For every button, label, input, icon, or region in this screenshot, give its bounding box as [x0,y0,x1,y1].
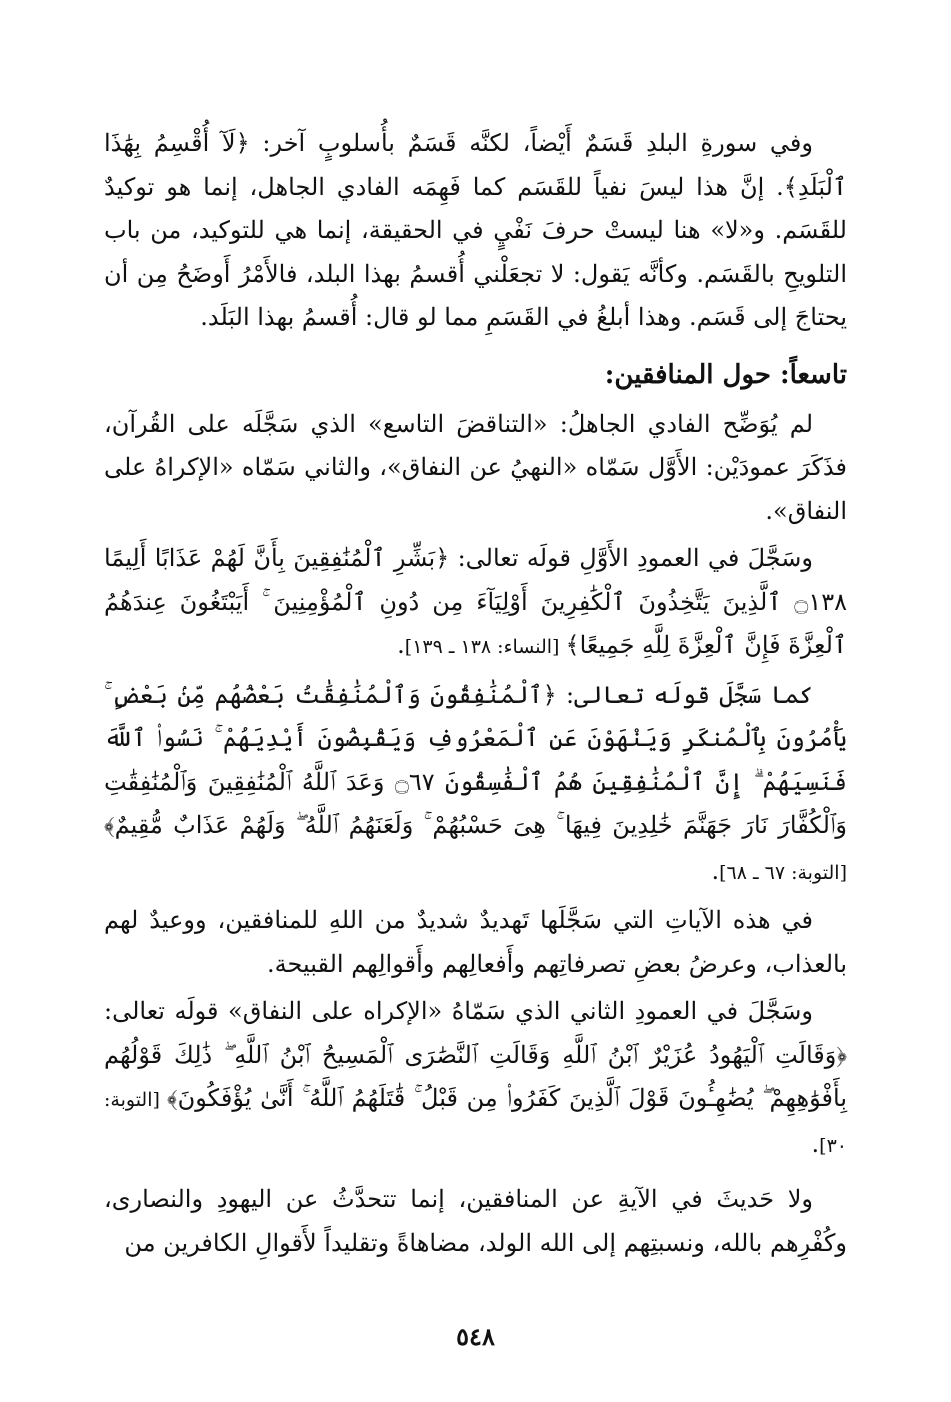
verse-citation: [التوبة: ٦٧ ـ ٦٨] [719,861,847,884]
paragraph-text: . [811,1129,820,1158]
paragraph-4 [104,674,847,896]
paragraph-7 [104,1178,847,1265]
paragraph-text: . [397,631,405,659]
paragraph-text: وسَجَّلَ في العمودِ الأَوَّلِ قولَه تعالى: [449,544,813,572]
paragraph-text: وفي سورةِ البلدِ قَسَمٌ أَيْضاً، لكنَّه قَسَمٌ بأُسلوبٍ آخر: [249,129,813,157]
quran-verse: ﴿ٱلْمُنَٰفِقُونَ وَٱلْمُنَٰفِقَٰتُ بَعْضُهُم مِّنۢ بَعْضٍ ۚ يَأْمُرُونَ بِٱلْمُنكَرِ وَيَنْهَوْنَ عَنِ ٱلْمَعْرُوفِ وَيَقْبِضُونَ أَيْدِيَهُمْ ۚ نَسُوا۟ ٱللَّهَ فَنَسِيَهُمْ ۗ إِنَّ ٱلْمُنَٰفِقِينَ هُمُ ٱلْفَٰسِقُونَ ۝٦٧ وَعَدَ ٱللَّهُ ٱلْمُنَٰفِقِينَ وَٱلْمُنَٰفِقَٰتِ وَٱلْكُفَّارَ نَارَ جَهَنَّمَ خَٰلِدِينَ فِيهَا ۚ هِىَ حَسْبُهُمْ ۚ وَلَعَنَهُمُ ٱللَّهُ ۖ وَلَهُمْ عَذَابٌ مُّقِيمٌ﴾ [104,680,847,839]
quran-verse: ﴿وَقَالَتِ ٱلْيَهُودُ عُزَيْرٌ ٱبْنُ ٱللَّهِ وَقَالَتِ ٱلنَّصَٰرَى ٱلْمَسِيحُ ٱبْنُ ٱللَّهِ ۖ ذَٰلِكَ قَوْلُهُم بِأَفْوَٰهِهِمْ ۖ يُضَٰهِـُٔونَ قَوْلَ ٱلَّذِينَ كَفَرُوا۟ مِن قَبْلُ ۚ قَٰتَلَهُمُ ٱللَّهُ ۚ أَنَّىٰ يُؤْفَكُونَ﴾ [104,1040,847,1112]
verse-citation: [النساء: ١٣٨ ـ ١٣٩] [404,636,566,658]
quran-verse: ﴿لَآ أُقْسِمُ بِهَٰذَا ٱلْبَلَدِ﴾ [104,129,847,201]
section-heading: تاسعاً: حول المنافقين: [604,359,847,390]
page-number: ٥٤٨ [456,1322,495,1351]
quran-verse: ﴿بَشِّرِ ٱلْمُنَٰفِقِينَ بِأَنَّ لَهُمْ عَذَابًا أَلِيمًا ۝١٣٨ ٱلَّذِينَ يَتَّخِذُونَ ٱلْكَٰفِرِينَ أَوْلِيَآءَ مِن دُونِ ٱلْمُؤْمِنِينَ ۚ أَيَبْتَغُونَ عِندَهُمُ ٱلْعِزَّةَ فَإِنَّ ٱلْعِزَّةَ لِلَّهِ جَمِيعًا﴾ [104,544,847,659]
paragraph-text: . إنَّ هذا ليسَ نفياً للقَسَم كما فَهِمَه الفادي الجاهل، إنما هو توكيدٌ للقَسَم. و«لا» هنا ليستْ حرفَ نَفْيٍ في الحقيقة، إنما هي للتوكيد، من باب التلويحِ بالقَسَم. وكأنَّه يَقول: لا تجعَلْني أُقسمُ بهذا البلد، فالأَمْرُ أَوضَحُ مِن أن يحتاجَ إلى قَسَم. وهذا أبلغُ في القَسَمِ مما لو قال: أُقسمُ بهذا البَلَد. [104,172,847,331]
verse-citation: [التوبة: ٣٠] [104,1089,847,1157]
paragraph-text: ولا حَديثَ في الآيةِ عن المنافقين، إنما تتحدَّثُ عن اليهودِ والنصارى، وكُفْرِهم بالله، ونسبتِهم إلى الله الولد، مضاهاةً وتقليداً لأَقوالِ الكافرين من [104,1185,847,1257]
paragraph-text: كما سَجَّلَ قولَه تعالى: [556,680,813,709]
paragraph-text: وسَجَّلَ في العمودِ الثاني الذي سَمّاهُ «الإكراه على النفاق» قولَه تعالى: [104,997,813,1025]
paragraph-3 [104,537,847,670]
paragraph-text: . [711,856,720,885]
paragraph-5 [104,899,847,986]
paragraph-2 [104,403,847,534]
paragraph-text: في هذه الآياتِ التي سَجَّلَها تَهديدٌ شديدٌ من اللهِ للمنافقين، ووعيدٌ لهم بالعذاب، وعرضُ بعضِ تصرفاتِهم وأَفعالِهم وأَقوالِهم القبيحة. [104,906,847,978]
paragraph-text: لم يُوَضِّح الفادي الجاهلُ: «التناقضَ التاسع» الذي سَجَّلَه على القُرآن، فذَكَرَ عمودَيْن: الأَوَّل سَمّاه «النهيُ عن النفاق»، والثاني سَمّاه «الإكراهُ على النفاق». [104,409,847,525]
page-body [104,122,847,1265]
paragraph-6 [104,990,847,1168]
paragraph-1 [104,122,847,340]
